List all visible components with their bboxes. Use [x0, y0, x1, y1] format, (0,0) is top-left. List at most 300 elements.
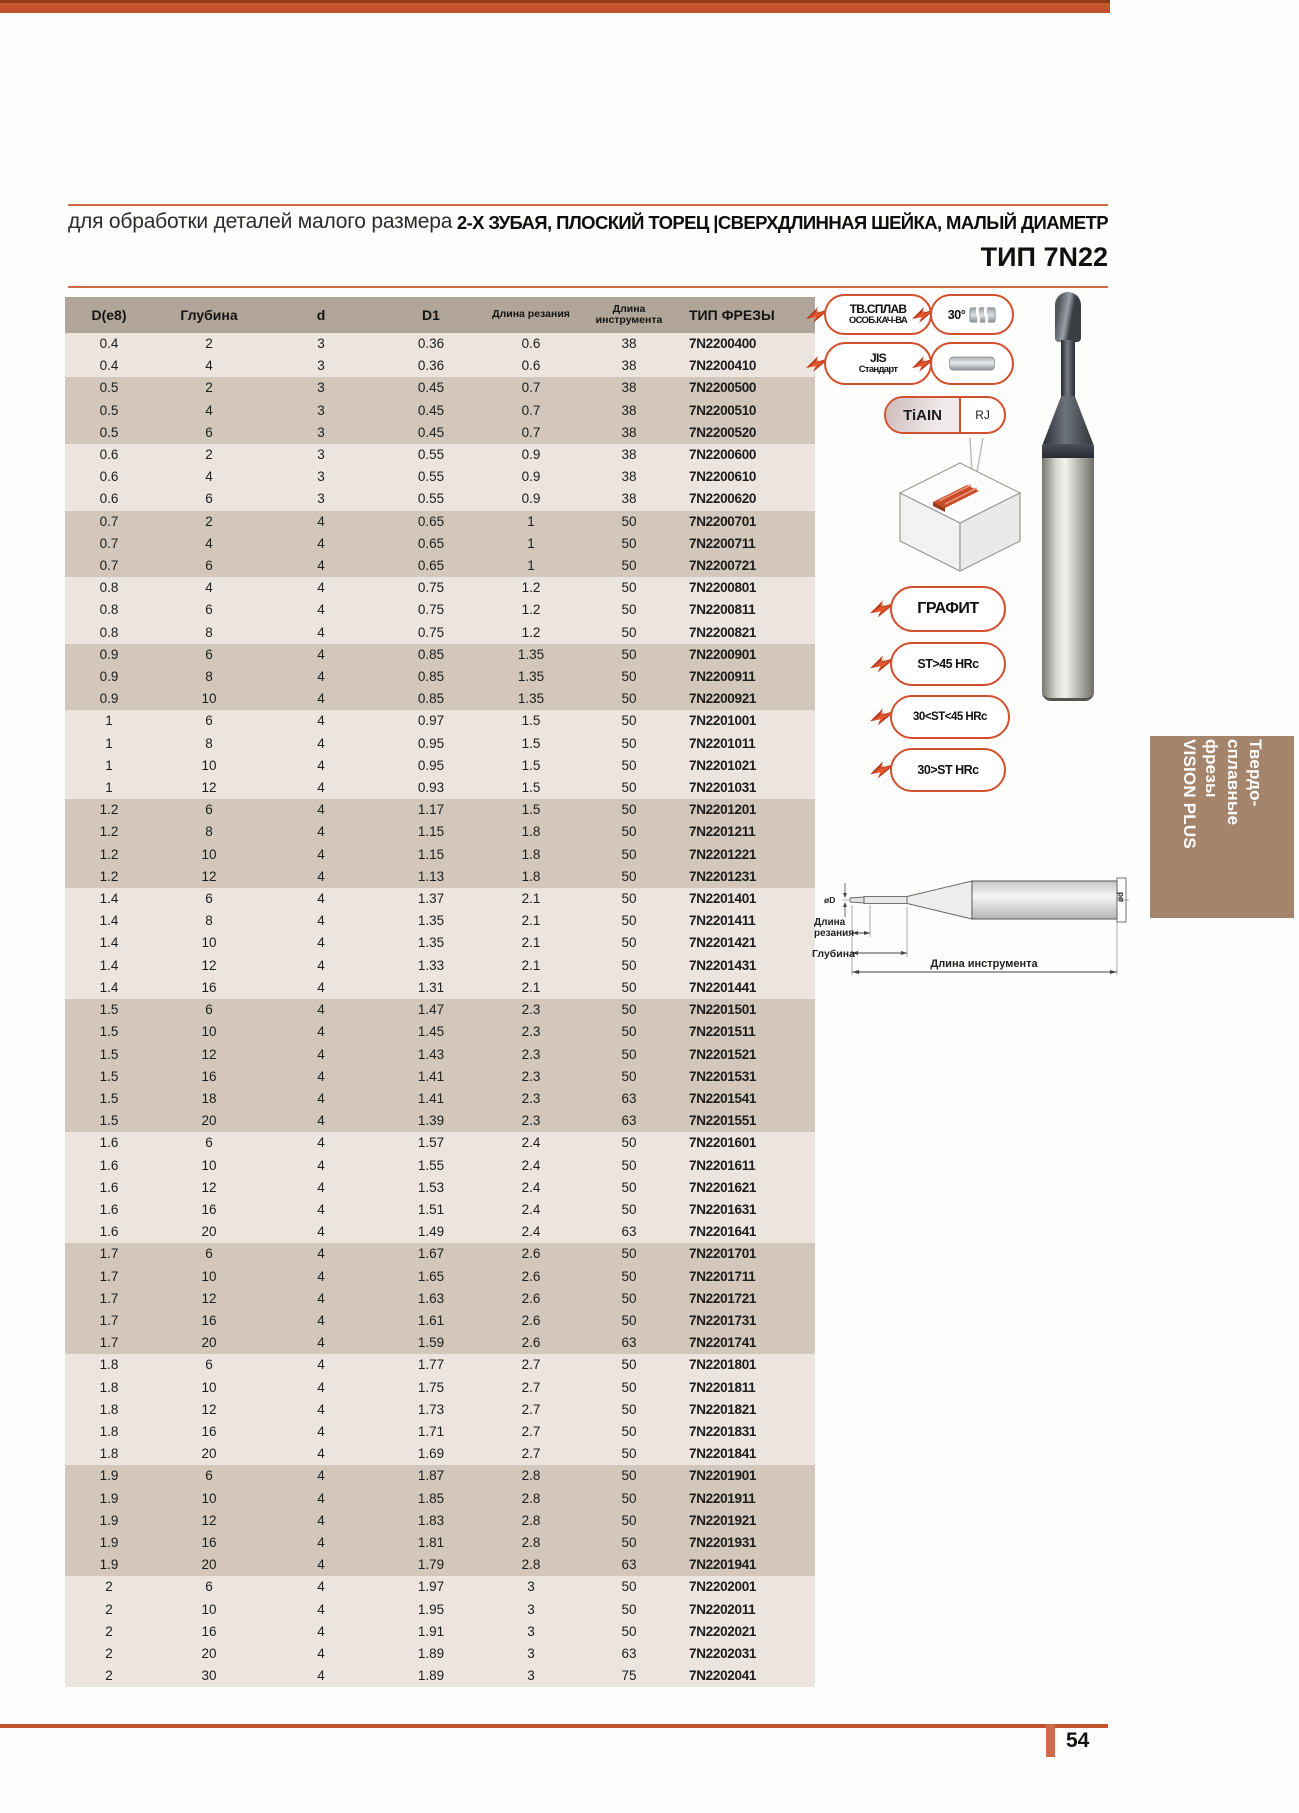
type-code-cell: 7N2202031 — [681, 1643, 815, 1665]
value-cell: 4 — [265, 1465, 377, 1487]
page-number: 54 — [1066, 1729, 1090, 1752]
col-header-diameter: D(e8) — [65, 297, 153, 333]
value-cell: 0.5 — [65, 377, 153, 399]
value-cell: 3 — [485, 1643, 577, 1665]
table-row — [65, 1354, 815, 1376]
value-cell: 50 — [577, 1399, 681, 1421]
value-cell: 50 — [577, 1354, 681, 1376]
value-cell: 10 — [153, 1266, 265, 1288]
value-cell: 4 — [265, 1510, 377, 1532]
value-cell: 2.3 — [485, 1044, 577, 1066]
type-code-cell: 7N2201641 — [681, 1221, 815, 1243]
table-row — [65, 1332, 815, 1354]
table-row — [65, 1510, 815, 1532]
series-tab — [1150, 736, 1294, 918]
value-cell: 4 — [265, 666, 377, 688]
value-cell: 4 — [265, 910, 377, 932]
series-tab-line: VISION PLUS — [1179, 739, 1199, 849]
coating-name: TiAIN — [886, 398, 961, 432]
value-cell: 1.4 — [65, 955, 153, 977]
type-code-cell: 7N2201711 — [681, 1266, 815, 1288]
value-cell: 8 — [153, 733, 265, 755]
value-cell: 4 — [265, 1421, 377, 1443]
type-code-cell: 7N2200410 — [681, 355, 815, 377]
stamp-label: 30° — [947, 307, 966, 322]
value-cell: 1.2 — [65, 799, 153, 821]
value-cell: 1.8 — [485, 821, 577, 843]
value-cell: 4 — [265, 1044, 377, 1066]
value-cell: 1.97 — [377, 1576, 485, 1598]
value-cell: 1.53 — [377, 1177, 485, 1199]
table-row — [65, 355, 815, 377]
type-code-cell: 7N2201021 — [681, 755, 815, 777]
table-row — [65, 1643, 815, 1665]
value-cell: 50 — [577, 1621, 681, 1643]
value-cell: 4 — [265, 533, 377, 555]
type-code-cell: 7N2201731 — [681, 1310, 815, 1332]
table-row — [65, 622, 815, 644]
value-cell: 6 — [153, 1576, 265, 1598]
value-cell: 50 — [577, 1066, 681, 1088]
value-cell: 1.31 — [377, 977, 485, 999]
value-cell: 1 — [65, 733, 153, 755]
table-row — [65, 1044, 815, 1066]
type-code-cell: 7N2200701 — [681, 511, 815, 533]
catalog-table-body — [65, 333, 815, 1687]
value-cell: 4 — [265, 977, 377, 999]
value-cell: 10 — [153, 1021, 265, 1043]
value-cell: 50 — [577, 1443, 681, 1465]
type-code-cell: 7N2201211 — [681, 821, 815, 843]
table-row — [65, 533, 815, 555]
value-cell: 38 — [577, 488, 681, 510]
value-cell: 1 — [485, 555, 577, 577]
table-row — [65, 599, 815, 621]
value-cell: 1.83 — [377, 1510, 485, 1532]
type-code-cell: 7N2200711 — [681, 533, 815, 555]
value-cell: 2.7 — [485, 1377, 577, 1399]
table-row — [65, 910, 815, 932]
value-cell: 1.89 — [377, 1643, 485, 1665]
value-cell: 50 — [577, 1310, 681, 1332]
stamp-30-degree — [912, 294, 1014, 335]
value-cell: 2 — [65, 1576, 153, 1598]
series-tab-line: сплавные — [1224, 739, 1244, 826]
table-row — [65, 1665, 815, 1687]
value-cell: 1 — [65, 710, 153, 732]
value-cell: 10 — [153, 1599, 265, 1621]
type-code-cell: 7N2201501 — [681, 999, 815, 1021]
value-cell: 2.4 — [485, 1155, 577, 1177]
value-cell: 1.9 — [65, 1554, 153, 1576]
value-cell: 50 — [577, 1532, 681, 1554]
value-cell: 6 — [153, 1354, 265, 1376]
value-cell: 4 — [265, 1199, 377, 1221]
type-code-cell: 7N2201031 — [681, 777, 815, 799]
value-cell: 16 — [153, 1199, 265, 1221]
value-cell: 6 — [153, 644, 265, 666]
type-code-cell: 7N2201551 — [681, 1110, 815, 1132]
table-row — [65, 1310, 815, 1332]
value-cell: 1.59 — [377, 1332, 485, 1354]
type-code-cell: 7N2201821 — [681, 1399, 815, 1421]
value-cell: 4 — [265, 999, 377, 1021]
value-cell: 63 — [577, 1088, 681, 1110]
milling-application-icon — [875, 438, 1025, 576]
value-cell: 3 — [265, 422, 377, 444]
value-cell: 63 — [577, 1643, 681, 1665]
value-cell: 20 — [153, 1643, 265, 1665]
value-cell: 0.85 — [377, 688, 485, 710]
value-cell: 1.2 — [485, 599, 577, 621]
value-cell: 4 — [265, 1066, 377, 1088]
table-row — [65, 555, 815, 577]
value-cell: 1.55 — [377, 1155, 485, 1177]
value-cell: 4 — [265, 1488, 377, 1510]
value-cell: 2.1 — [485, 888, 577, 910]
value-cell: 2.8 — [485, 1510, 577, 1532]
value-cell: 2 — [65, 1643, 153, 1665]
value-cell: 0.4 — [65, 355, 153, 377]
table-row — [65, 644, 815, 666]
value-cell: 8 — [153, 821, 265, 843]
value-cell: 0.7 — [485, 400, 577, 422]
value-cell: 4 — [265, 511, 377, 533]
value-cell: 0.75 — [377, 577, 485, 599]
value-cell: 2.1 — [485, 977, 577, 999]
value-cell: 2.4 — [485, 1132, 577, 1154]
type-code-cell: 7N2201831 — [681, 1421, 815, 1443]
value-cell: 4 — [265, 1532, 377, 1554]
value-cell: 2.8 — [485, 1465, 577, 1487]
value-cell: 0.55 — [377, 488, 485, 510]
value-cell: 1.61 — [377, 1310, 485, 1332]
value-cell: 0.95 — [377, 733, 485, 755]
type-code-cell: 7N2201601 — [681, 1132, 815, 1154]
value-cell: 1.5 — [65, 1088, 153, 1110]
table-row — [65, 1554, 815, 1576]
value-cell: 4 — [265, 1310, 377, 1332]
type-code-title: ТИП 7N22 — [980, 242, 1108, 272]
table-row — [65, 1199, 815, 1221]
value-cell: 1.17 — [377, 799, 485, 821]
type-code-cell: 7N2201721 — [681, 1288, 815, 1310]
value-cell: 4 — [265, 1132, 377, 1154]
value-cell: 0.7 — [485, 377, 577, 399]
value-cell: 10 — [153, 688, 265, 710]
type-code-cell: 7N2201841 — [681, 1443, 815, 1465]
table-row — [65, 1221, 815, 1243]
value-cell: 0.65 — [377, 555, 485, 577]
value-cell: 1.35 — [377, 910, 485, 932]
value-cell: 2.7 — [485, 1399, 577, 1421]
value-cell: 50 — [577, 710, 681, 732]
value-cell: 10 — [153, 1488, 265, 1510]
value-cell: 1.2 — [485, 622, 577, 644]
table-row — [65, 511, 815, 533]
page-title: 2-Х ЗУБАЯ, ПЛОСКИЙ ТОРЕЦ |СВЕРХДЛИННАЯ ШЕЙКА, МАЛЫЙ ДИАМЕТР — [456, 212, 1108, 233]
value-cell: 12 — [153, 955, 265, 977]
table-row — [65, 577, 815, 599]
value-cell: 1.77 — [377, 1354, 485, 1376]
value-cell: 2 — [153, 511, 265, 533]
type-code-cell: 7N2201011 — [681, 733, 815, 755]
table-row — [65, 1110, 815, 1132]
value-cell: 50 — [577, 599, 681, 621]
series-tab-line: фрезы — [1202, 739, 1221, 798]
type-code-cell: 7N2201431 — [681, 955, 815, 977]
type-code-cell: 7N2201901 — [681, 1465, 815, 1487]
table-row — [65, 422, 815, 444]
value-cell: 4 — [153, 533, 265, 555]
value-cell: 0.55 — [377, 466, 485, 488]
value-cell: 1.65 — [377, 1266, 485, 1288]
type-code-cell: 7N2201001 — [681, 710, 815, 732]
value-cell: 50 — [577, 821, 681, 843]
value-cell: 8 — [153, 910, 265, 932]
value-cell: 2.3 — [485, 1066, 577, 1088]
value-cell: 10 — [153, 1155, 265, 1177]
value-cell: 3 — [265, 355, 377, 377]
value-cell: 12 — [153, 1288, 265, 1310]
value-cell: 4 — [265, 733, 377, 755]
table-row — [65, 1621, 815, 1643]
value-cell: 50 — [577, 1488, 681, 1510]
coating-badge — [884, 396, 1006, 434]
value-cell: 1.35 — [485, 644, 577, 666]
value-cell: 50 — [577, 777, 681, 799]
type-code-cell: 7N2202021 — [681, 1621, 815, 1643]
value-cell: 16 — [153, 1532, 265, 1554]
value-cell: 1.6 — [65, 1177, 153, 1199]
value-cell: 2 — [153, 377, 265, 399]
value-cell: 2.4 — [485, 1177, 577, 1199]
value-cell: 50 — [577, 644, 681, 666]
value-cell: 4 — [265, 1021, 377, 1043]
type-code-cell: 7N2201631 — [681, 1199, 815, 1221]
value-cell: 1.5 — [65, 1110, 153, 1132]
value-cell: 4 — [265, 644, 377, 666]
value-cell: 38 — [577, 466, 681, 488]
value-cell: 0.9 — [485, 488, 577, 510]
value-cell: 63 — [577, 1554, 681, 1576]
value-cell: 6 — [153, 1465, 265, 1487]
value-cell: 12 — [153, 1177, 265, 1199]
value-cell: 50 — [577, 1599, 681, 1621]
value-cell: 50 — [577, 511, 681, 533]
value-cell: 50 — [577, 1377, 681, 1399]
value-cell: 1.5 — [485, 755, 577, 777]
value-cell: 20 — [153, 1554, 265, 1576]
value-cell: 1.7 — [65, 1288, 153, 1310]
table-row — [65, 1465, 815, 1487]
value-cell: 1.8 — [65, 1377, 153, 1399]
value-cell: 1.91 — [377, 1621, 485, 1643]
value-cell: 1.5 — [65, 999, 153, 1021]
value-cell: 0.7 — [65, 555, 153, 577]
value-cell: 4 — [153, 466, 265, 488]
value-cell: 4 — [265, 555, 377, 577]
value-cell: 1.79 — [377, 1554, 485, 1576]
value-cell: 4 — [265, 710, 377, 732]
value-cell: 2.3 — [485, 1088, 577, 1110]
value-cell: 4 — [265, 1288, 377, 1310]
type-code-cell: 7N2202011 — [681, 1599, 815, 1621]
table-row — [65, 733, 815, 755]
value-cell: 4 — [265, 955, 377, 977]
value-cell: 3 — [265, 444, 377, 466]
type-code-cell: 7N2201421 — [681, 932, 815, 954]
value-cell: 1.75 — [377, 1377, 485, 1399]
value-cell: 0.8 — [65, 599, 153, 621]
value-cell: 2.3 — [485, 1021, 577, 1043]
stamp-hardness-st45 — [870, 642, 1006, 686]
table-row — [65, 1155, 815, 1177]
value-cell: 0.93 — [377, 777, 485, 799]
value-cell: 63 — [577, 1221, 681, 1243]
value-cell: 1.39 — [377, 1110, 485, 1132]
value-cell: 63 — [577, 1332, 681, 1354]
value-cell: 1.9 — [65, 1532, 153, 1554]
cut-length-label: Длина — [814, 917, 846, 928]
value-cell: 0.36 — [377, 333, 485, 355]
value-cell: 4 — [265, 1599, 377, 1621]
value-cell: 50 — [577, 799, 681, 821]
value-cell: 50 — [577, 688, 681, 710]
type-code-cell: 7N2201931 — [681, 1532, 815, 1554]
value-cell: 4 — [265, 1354, 377, 1376]
value-cell: 1.7 — [65, 1332, 153, 1354]
type-code-cell: 7N2201621 — [681, 1177, 815, 1199]
type-code-cell: 7N2201221 — [681, 844, 815, 866]
value-cell: 0.9 — [65, 666, 153, 688]
stamp-label: ST>45 HRc — [917, 657, 979, 671]
value-cell: 20 — [153, 1443, 265, 1465]
value-cell: 50 — [577, 1199, 681, 1221]
page-subtitle: для обработки деталей малого размера — [68, 210, 453, 233]
value-cell: 2 — [65, 1621, 153, 1643]
tool-taper — [1042, 396, 1094, 446]
table-row — [65, 444, 815, 466]
value-cell: 10 — [153, 755, 265, 777]
type-code-cell: 7N2200721 — [681, 555, 815, 577]
stamp-plain-shank — [912, 342, 1014, 385]
value-cell: 38 — [577, 333, 681, 355]
type-code-cell: 7N2200600 — [681, 444, 815, 466]
value-cell: 4 — [265, 866, 377, 888]
depth-label: Глубина — [812, 948, 855, 960]
table-row — [65, 844, 815, 866]
table-row — [65, 977, 815, 999]
table-row — [65, 1399, 815, 1421]
value-cell: 10 — [153, 1377, 265, 1399]
value-cell: 3 — [485, 1665, 577, 1687]
cylinder-shank-icon — [948, 356, 996, 371]
value-cell: 0.97 — [377, 710, 485, 732]
value-cell: 50 — [577, 1421, 681, 1443]
stamp-line: Стандарт — [858, 363, 898, 375]
table-row — [65, 999, 815, 1021]
value-cell: 6 — [153, 555, 265, 577]
value-cell: 1.85 — [377, 1488, 485, 1510]
type-code-cell: 7N2200620 — [681, 488, 815, 510]
table-row — [65, 1377, 815, 1399]
table-row — [65, 333, 815, 355]
value-cell: 0.8 — [65, 622, 153, 644]
value-cell: 50 — [577, 1465, 681, 1487]
value-cell: 50 — [577, 932, 681, 954]
value-cell: 50 — [577, 977, 681, 999]
value-cell: 1.37 — [377, 888, 485, 910]
value-cell: 0.6 — [65, 444, 153, 466]
stamp-line: ТВ.СПЛАВ — [849, 302, 907, 317]
tool-shank — [1042, 458, 1094, 701]
value-cell: 4 — [265, 821, 377, 843]
value-cell: 1.9 — [65, 1488, 153, 1510]
value-cell: 4 — [153, 355, 265, 377]
value-cell: 2.4 — [485, 1199, 577, 1221]
value-cell: 0.45 — [377, 422, 485, 444]
table-row — [65, 466, 815, 488]
value-cell: 0.55 — [377, 444, 485, 466]
shank-dia-label: ød — [1116, 892, 1125, 902]
value-cell: 6 — [153, 422, 265, 444]
value-cell: 1.43 — [377, 1044, 485, 1066]
value-cell: 1.8 — [65, 1443, 153, 1465]
value-cell: 1.41 — [377, 1066, 485, 1088]
value-cell: 1.5 — [485, 777, 577, 799]
value-cell: 2.6 — [485, 1243, 577, 1265]
value-cell: 2.6 — [485, 1288, 577, 1310]
value-cell: 4 — [265, 599, 377, 621]
value-cell: 1.8 — [485, 866, 577, 888]
type-code-cell: 7N2201811 — [681, 1377, 815, 1399]
value-cell: 2.1 — [485, 932, 577, 954]
value-cell: 1.13 — [377, 866, 485, 888]
value-cell: 1.7 — [65, 1310, 153, 1332]
value-cell: 0.7 — [65, 533, 153, 555]
type-code-cell: 7N2201741 — [681, 1332, 815, 1354]
value-cell: 50 — [577, 1044, 681, 1066]
value-cell: 50 — [577, 1576, 681, 1598]
value-cell: 0.65 — [377, 511, 485, 533]
value-cell: 0.95 — [377, 755, 485, 777]
value-cell: 50 — [577, 955, 681, 977]
value-cell: 63 — [577, 1110, 681, 1132]
value-cell: 2.7 — [485, 1354, 577, 1376]
footer-tick — [1046, 1724, 1055, 1757]
type-code-cell: 7N2201231 — [681, 866, 815, 888]
value-cell: 1.35 — [485, 688, 577, 710]
header-divider-bottom — [68, 286, 1108, 288]
value-cell: 50 — [577, 666, 681, 688]
table-row — [65, 755, 815, 777]
value-cell: 0.9 — [65, 644, 153, 666]
type-code-cell: 7N2200520 — [681, 422, 815, 444]
value-cell: 50 — [577, 1132, 681, 1154]
end-mill-photo — [1040, 292, 1096, 702]
value-cell: 50 — [577, 733, 681, 755]
value-cell: 1.8 — [65, 1421, 153, 1443]
value-cell: 2.4 — [485, 1221, 577, 1243]
type-code-cell: 7N2201911 — [681, 1488, 815, 1510]
value-cell: 12 — [153, 1044, 265, 1066]
cutting-tip — [1055, 292, 1081, 342]
value-cell: 1.2 — [485, 577, 577, 599]
value-cell: 4 — [265, 1399, 377, 1421]
value-cell: 3 — [265, 466, 377, 488]
value-cell: 3 — [265, 333, 377, 355]
